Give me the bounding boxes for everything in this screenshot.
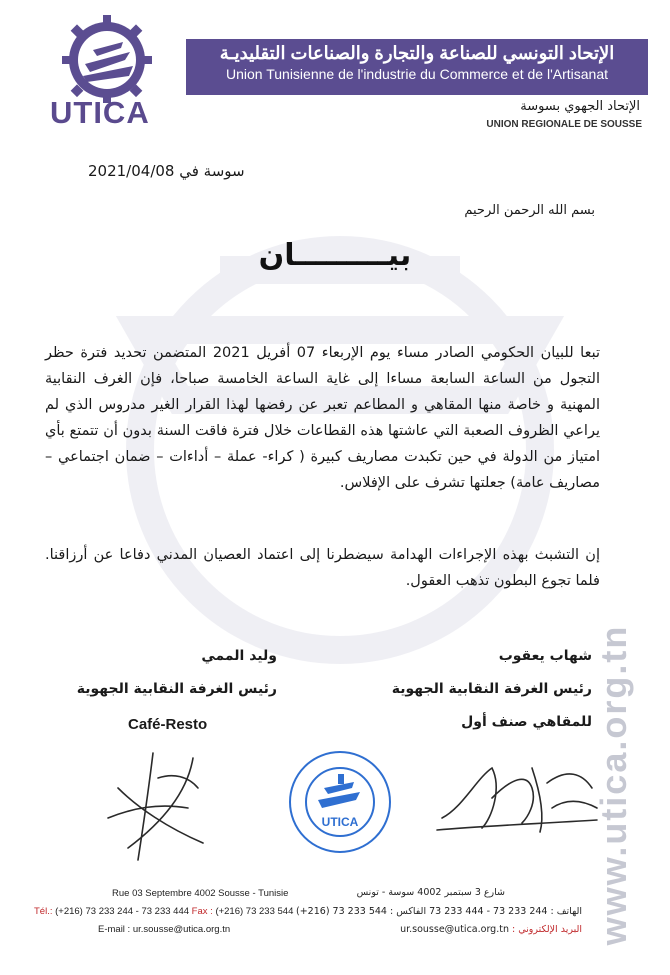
signatory-left-name: وليد الممي <box>201 648 277 664</box>
signatory-right-sector: للمقاهي صنف أول <box>461 714 592 730</box>
body-paragraph-2: إن التشبث بهذه الإجراءات الهدامة سيضطرنا إلى اعتماد العصيان المدني دفاعا عن أرزاقنا. فلما تجوع البطون تذهب العقول. <box>45 547 600 589</box>
stamp-label: UTICA <box>321 815 359 829</box>
signatory-left-role: رئيس الغرفة النقابية الجهوية <box>76 681 277 697</box>
bismillah: بسم الله الرحمن الرحيم <box>464 203 595 218</box>
signature-left-image <box>98 748 218 866</box>
footer-fr-fax: (+216) 73 233 544 <box>215 906 294 917</box>
footer-fr-address: Rue 03 Septembre 4002 Sousse - Tunisie <box>112 888 289 899</box>
footer-fr-phone: (+216) 73 233 244 - 73 233 444 <box>55 906 190 917</box>
banner-french-title: Union Tunisienne de l'industrie du Commerce et de l'Artisanat <box>226 66 608 82</box>
letter-title: بيـــــــــان <box>258 238 412 273</box>
body-paragraph-1: تبعا للبيان الحكومي الصادر مساء يوم الإربعاء 07 أفريل 2021 المتضمن تحديد فترة حظر التجول من الساعة السابعة مساءا إلى غاية الساعة الخامسة صباحا، فإن الغرف النقابية المهنية و خاصة منها المقاهي و المطاعم تعبر عن رفضها لهذا القرار الغير مدروس الذي لم يراعي الظروف الصعبة التي عاشتها هذه القطاعات خلال فترة فاقت السنة بدون أن تتمتع بأي امتياز من الدولة في حين تكبدت مصاريف كبيرة ( كراء- عملة – أداءات – ضمان اجتماعي – مصاريف عامة) جعلتها تشرف على الإفلاس. <box>45 345 600 491</box>
signatory-left-sector: Café-Resto <box>128 716 208 733</box>
region-french: UNION REGIONALE DE SOUSSE <box>486 119 642 130</box>
footer-fr-email: E-mail : ur.sousse@utica.org.tn <box>98 924 231 935</box>
region-arabic: الإتحاد الجهوي بسوسة <box>520 99 640 114</box>
letter-date: سوسة في 2021/04/08 <box>88 162 245 180</box>
footer-ar-phones: الهاتف : 244 233 73 - 444 233 73 الفاكس : 544 233 73 (216+) <box>296 906 582 917</box>
signatory-right-name: شهاب يعقوب <box>498 648 592 664</box>
header-banner <box>186 39 648 95</box>
banner-arabic-title: الإتحاد التونسي للصناعة والتجارة والصناعات التقليديـة <box>219 43 615 63</box>
footer-ar-email: ur.sousse@utica.org.tn <box>400 924 509 935</box>
utica-logo-text: UTICA <box>50 95 150 130</box>
footer-ar-address: شارع 3 سبتمبر 4002 سوسة - تونس <box>356 887 505 898</box>
footer-ar-email-label: البريد الإلكتروني : <box>512 924 582 935</box>
side-website-url: www.utica.org.tn <box>593 624 634 946</box>
official-stamp <box>284 748 396 856</box>
footer-fr-fax-label: Fax : <box>191 906 213 917</box>
signatory-right-role: رئيس الغرفة النقابية الجهوية <box>391 681 592 697</box>
signature-right-image <box>432 748 602 836</box>
footer-fr-phones <box>34 906 293 917</box>
footer-ar-email-row <box>400 924 582 935</box>
footer-fr-phone-label: Tél.: <box>34 906 53 917</box>
